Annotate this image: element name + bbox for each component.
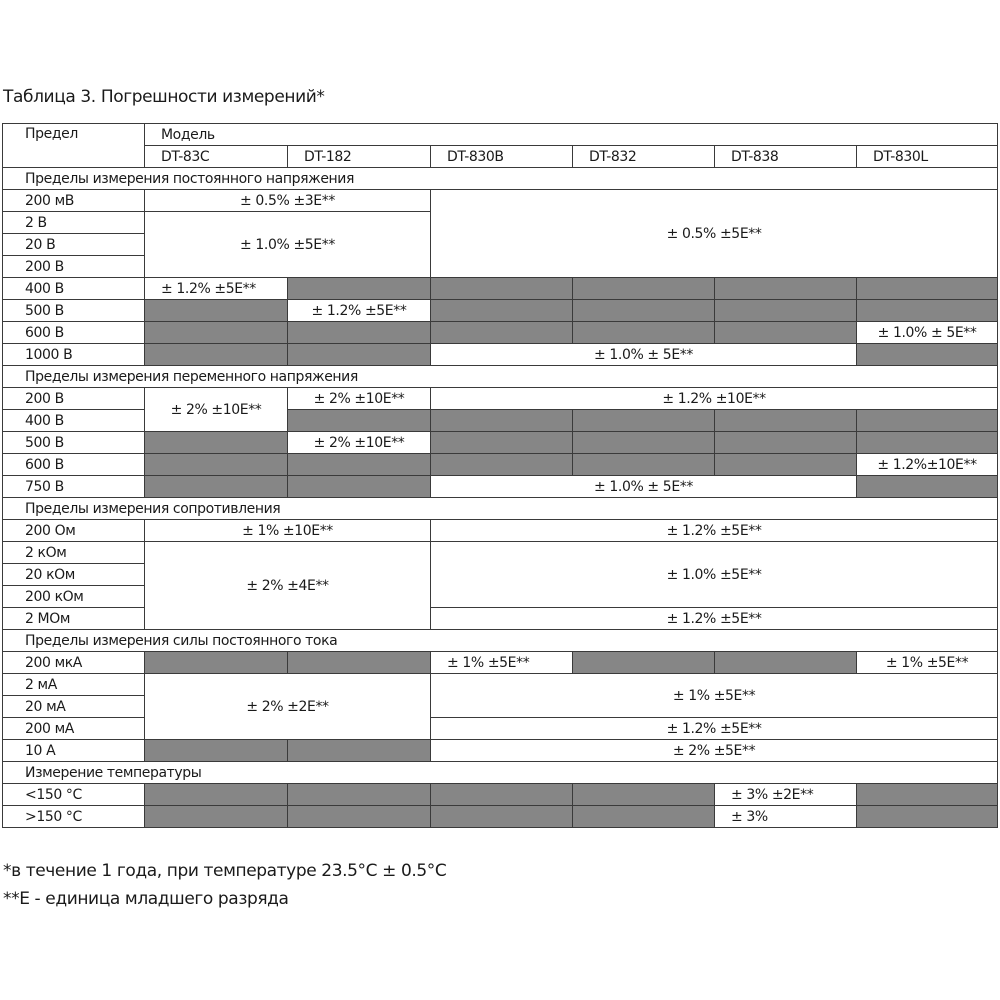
footnote-1: *в течение 1 года, при температуре 23.5°C ± 0.5°C: [3, 861, 447, 881]
limit-cell: 500 В: [3, 432, 145, 454]
not-applicable-cell: [145, 652, 288, 674]
not-applicable-cell: [857, 300, 998, 322]
not-applicable-cell: [288, 322, 431, 344]
model-name: DT-832: [573, 146, 715, 168]
footnotes: [3, 857, 446, 913]
limit-cell: <150 °C: [3, 784, 145, 806]
section-title: Пределы измерения сопротивления: [3, 498, 998, 520]
not-applicable-cell: [145, 476, 288, 498]
not-applicable-cell: [431, 300, 573, 322]
table-row: [3, 300, 998, 322]
not-applicable-cell: [573, 300, 715, 322]
not-applicable-cell: [715, 454, 857, 476]
not-applicable-cell: [145, 432, 288, 454]
section-row: [3, 498, 998, 520]
accuracy-cell: ± 1% ±5E**: [431, 674, 998, 718]
not-applicable-cell: [715, 278, 857, 300]
table-row: [3, 652, 998, 674]
limit-cell: 20 В: [3, 234, 145, 256]
limit-cell: 600 В: [3, 322, 145, 344]
table-row: [3, 388, 998, 410]
accuracy-cell: ± 1.2% ±5E**: [431, 520, 998, 542]
table-row: [3, 190, 998, 212]
accuracy-cell: ± 1% ±10E**: [145, 520, 431, 542]
footnote-2: **E - единица младшего разряда: [3, 889, 289, 909]
limit-cell: 400 В: [3, 410, 145, 432]
limit-cell: 20 мА: [3, 696, 145, 718]
not-applicable-cell: [573, 806, 715, 828]
limit-header: Предел: [3, 124, 145, 168]
section-title: Измерение температуры: [3, 762, 998, 784]
table-row: [3, 520, 998, 542]
limit-cell: 750 В: [3, 476, 145, 498]
limit-cell: 200 В: [3, 256, 145, 278]
not-applicable-cell: [715, 300, 857, 322]
not-applicable-cell: [145, 344, 288, 366]
accuracy-cell: ± 2% ±5E**: [431, 740, 998, 762]
model-name: DT-838: [715, 146, 857, 168]
section-title: Пределы измерения силы постоянного тока: [3, 630, 998, 652]
limit-cell: 200 мА: [3, 718, 145, 740]
not-applicable-cell: [145, 300, 288, 322]
model-header: Модель: [145, 124, 998, 146]
not-applicable-cell: [288, 410, 431, 432]
table-row: [3, 278, 998, 300]
not-applicable-cell: [288, 454, 431, 476]
accuracy-cell: ± 1.0% ±5E**: [145, 212, 431, 278]
limit-cell: 200 мкА: [3, 652, 145, 674]
accuracy-cell: ± 1.2%±10E**: [857, 454, 998, 476]
accuracy-cell: ± 1.2% ±5E**: [431, 608, 998, 630]
model-name: DT-830B: [431, 146, 573, 168]
limit-cell: 10 А: [3, 740, 145, 762]
limit-cell: 2 кОм: [3, 542, 145, 564]
accuracy-cell: ± 3%: [715, 806, 857, 828]
table-row: [3, 432, 998, 454]
not-applicable-cell: [857, 784, 998, 806]
accuracy-cell: ± 1.2% ±5E**: [431, 718, 998, 740]
model-name: DT-830L: [857, 146, 998, 168]
accuracy-cell: ± 1.0% ±5E**: [431, 542, 998, 608]
not-applicable-cell: [857, 278, 998, 300]
not-applicable-cell: [431, 322, 573, 344]
limit-cell: 200 В: [3, 388, 145, 410]
not-applicable-cell: [288, 476, 431, 498]
not-applicable-cell: [288, 740, 431, 762]
not-applicable-cell: [431, 432, 573, 454]
table-row: [3, 476, 998, 498]
not-applicable-cell: [145, 784, 288, 806]
not-applicable-cell: [857, 806, 998, 828]
model-name: DT-182: [288, 146, 431, 168]
section-row: [3, 366, 998, 388]
not-applicable-cell: [573, 784, 715, 806]
not-applicable-cell: [857, 432, 998, 454]
not-applicable-cell: [145, 806, 288, 828]
error-table: [2, 123, 998, 828]
table-title: Таблица 3. Погрешности измерений*: [3, 87, 325, 107]
accuracy-cell: ± 2% ±2E**: [145, 674, 431, 740]
accuracy-cell: ± 2% ±10E**: [288, 388, 431, 410]
not-applicable-cell: [715, 432, 857, 454]
not-applicable-cell: [573, 432, 715, 454]
limit-cell: 200 мВ: [3, 190, 145, 212]
limit-cell: 600 В: [3, 454, 145, 476]
accuracy-cell: ± 1.2% ±5E**: [145, 278, 288, 300]
not-applicable-cell: [288, 278, 431, 300]
not-applicable-cell: [288, 806, 431, 828]
not-applicable-cell: [431, 410, 573, 432]
limit-cell: 1000 В: [3, 344, 145, 366]
limit-cell: 2 МОм: [3, 608, 145, 630]
table-row: [3, 806, 998, 828]
table-row: [3, 322, 998, 344]
not-applicable-cell: [431, 278, 573, 300]
not-applicable-cell: [573, 322, 715, 344]
table-row: [3, 784, 998, 806]
not-applicable-cell: [145, 454, 288, 476]
not-applicable-cell: [145, 322, 288, 344]
not-applicable-cell: [145, 740, 288, 762]
table-row: [3, 674, 998, 696]
accuracy-cell: ± 1% ±5E**: [857, 652, 998, 674]
limit-cell: 400 В: [3, 278, 145, 300]
accuracy-cell: ± 3% ±2E**: [715, 784, 857, 806]
table-row: [3, 344, 998, 366]
table-row: [3, 542, 998, 564]
accuracy-cell: ± 1.0% ± 5E**: [857, 322, 998, 344]
not-applicable-cell: [715, 322, 857, 344]
section-row: [3, 762, 998, 784]
limit-cell: 20 кОм: [3, 564, 145, 586]
accuracy-cell: ± 2% ±4E**: [145, 542, 431, 630]
not-applicable-cell: [288, 652, 431, 674]
section-row: [3, 168, 998, 190]
accuracy-cell: ± 1.0% ± 5E**: [431, 476, 857, 498]
limit-cell: 500 В: [3, 300, 145, 322]
accuracy-cell: ± 2% ±10E**: [145, 388, 288, 432]
not-applicable-cell: [288, 784, 431, 806]
table-row: [3, 740, 998, 762]
limit-cell: 2 мА: [3, 674, 145, 696]
limit-cell: >150 °C: [3, 806, 145, 828]
limit-cell: 2 В: [3, 212, 145, 234]
limit-cell: 200 кОм: [3, 586, 145, 608]
accuracy-cell: ± 1.2% ±10E**: [431, 388, 998, 410]
not-applicable-cell: [573, 454, 715, 476]
not-applicable-cell: [431, 784, 573, 806]
not-applicable-cell: [431, 806, 573, 828]
not-applicable-cell: [715, 652, 857, 674]
not-applicable-cell: [857, 344, 998, 366]
limit-cell: 200 Ом: [3, 520, 145, 542]
not-applicable-cell: [715, 410, 857, 432]
header-row-model: [3, 124, 998, 146]
not-applicable-cell: [573, 278, 715, 300]
section-row: [3, 630, 998, 652]
section-title: Пределы измерения постоянного напряжения: [3, 168, 998, 190]
accuracy-cell: ± 1.0% ± 5E**: [431, 344, 857, 366]
header-row-models: [3, 146, 998, 168]
accuracy-cell: ± 0.5% ±5E**: [431, 190, 998, 278]
not-applicable-cell: [857, 410, 998, 432]
accuracy-cell: ± 0.5% ±3E**: [145, 190, 431, 212]
accuracy-cell: ± 1% ±5E**: [431, 652, 573, 674]
not-applicable-cell: [431, 454, 573, 476]
section-title: Пределы измерения переменного напряжения: [3, 366, 998, 388]
accuracy-cell: ± 2% ±10E**: [288, 432, 431, 454]
table-row: [3, 454, 998, 476]
not-applicable-cell: [573, 652, 715, 674]
model-name: DT-83C: [145, 146, 288, 168]
not-applicable-cell: [573, 410, 715, 432]
not-applicable-cell: [857, 476, 998, 498]
accuracy-cell: ± 1.2% ±5E**: [288, 300, 431, 322]
not-applicable-cell: [288, 344, 431, 366]
